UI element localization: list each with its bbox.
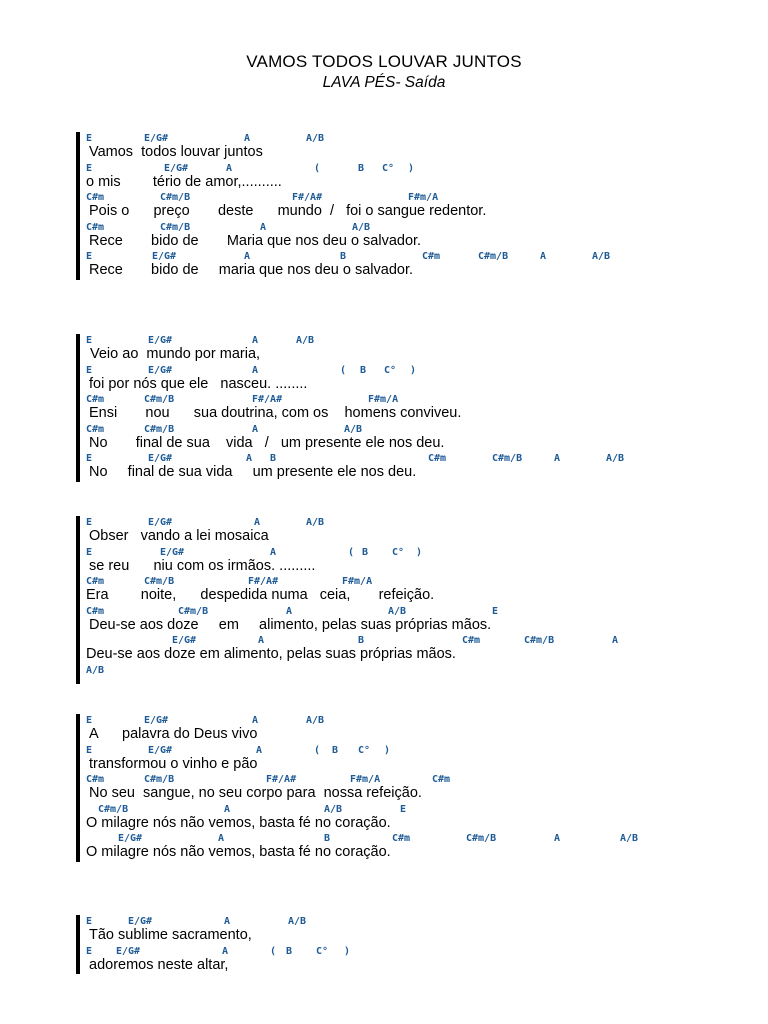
chord-label: ) xyxy=(416,546,423,558)
song-title: VAMOS TODOS LOUVAR JUNTOS xyxy=(246,52,522,71)
chord-label: ) xyxy=(384,744,391,756)
lyric-line: Obser vando a lei mosaica xyxy=(89,528,269,544)
chord-label: ( xyxy=(270,945,277,957)
chord-label: C#m/B xyxy=(144,394,175,405)
chord-label: C#m/B xyxy=(144,576,175,587)
chord-label: A xyxy=(540,251,547,262)
chord-label: C#m/B xyxy=(466,833,497,844)
chord-label: A/B xyxy=(592,251,611,262)
chord-label: B xyxy=(362,546,369,558)
chord-label: C#m xyxy=(428,453,447,464)
chord-label: A xyxy=(224,803,231,815)
line-pair xyxy=(76,516,716,546)
chord-label: E xyxy=(86,364,93,376)
chord-label: E xyxy=(86,546,93,558)
chord-label: C#m xyxy=(86,192,105,203)
chord-label: C#m/B xyxy=(178,605,209,617)
lyric-line: O milagre nós não vemos, basta fé no coração. xyxy=(86,814,391,831)
chord-label: B xyxy=(358,162,365,174)
line-pair xyxy=(76,945,716,975)
line-pair xyxy=(76,915,716,945)
chord-label: B xyxy=(332,744,339,756)
chord-label: C#m/B xyxy=(144,774,175,785)
chord-label: A/B xyxy=(388,605,407,617)
line-pair xyxy=(76,744,716,774)
chord-label: A xyxy=(244,251,251,262)
chord-label: E/G# xyxy=(144,133,169,144)
chord-label: C#m xyxy=(86,774,105,785)
chord-label: A xyxy=(286,605,293,617)
chord-label: ) xyxy=(408,162,415,174)
lyric-line: Tão sublime sacramento, xyxy=(89,927,252,943)
chord-label: A xyxy=(252,715,259,726)
chord-label: E xyxy=(400,803,407,815)
chord-label: C#m xyxy=(86,576,105,587)
chord-label: B xyxy=(270,453,277,464)
line-pair xyxy=(76,250,716,280)
chord-label: C#m xyxy=(462,635,481,646)
chord-label: C° xyxy=(384,364,397,376)
chord-label: B xyxy=(360,364,367,376)
chord-label: ( xyxy=(314,744,321,756)
chord-label: A xyxy=(252,364,259,376)
lyric-line: foi por nós que ele nasceu. ........ xyxy=(89,375,308,392)
line-pair xyxy=(76,364,716,394)
chord-label: A xyxy=(226,162,233,174)
line-pair xyxy=(76,452,716,482)
stanza xyxy=(76,714,716,862)
line-pair xyxy=(76,191,716,221)
line-pair xyxy=(76,221,716,251)
chord-label: F#/A# xyxy=(252,394,283,405)
chord-label: ( xyxy=(314,162,321,174)
lyric-line: o mis tério de amor,.......... xyxy=(86,173,282,190)
chord-label: A/B xyxy=(306,715,325,726)
chord-label: E/G# xyxy=(148,335,173,346)
chord-label: A/B xyxy=(296,335,315,346)
chord-label: C#m xyxy=(422,251,441,262)
lyric-line: Deu-se aos doze em alimento, pelas suas próprias mãos. xyxy=(89,616,492,633)
chord-label: C#m xyxy=(432,774,451,785)
chord-label: C#m/B xyxy=(160,192,191,203)
lyric-line: Ensi nou sua doutrina, com os homens conviveu. xyxy=(89,405,462,421)
lyric-line: Veio ao mundo por maria, xyxy=(90,346,261,362)
chord-label: C#m/B xyxy=(98,803,129,815)
chord-label: E xyxy=(492,605,499,617)
chord-label: E xyxy=(86,945,93,957)
chord-label: A xyxy=(254,517,261,528)
line-pair xyxy=(76,162,716,192)
lyric-line: No seu sangue, no seu corpo para nossa refeição. xyxy=(89,785,422,801)
chord-label: B xyxy=(286,945,293,957)
chord-label: C° xyxy=(382,162,395,174)
chord-label: F#m/A xyxy=(342,576,373,587)
chord-label: E xyxy=(86,162,93,174)
lyric-line: Era noite, despedida numa ceia, refeição. xyxy=(86,587,435,603)
chord-label: A xyxy=(224,916,231,927)
chord-label: A/B xyxy=(306,517,325,528)
chord-label: A xyxy=(554,453,561,464)
chord-label: E/G# xyxy=(148,517,173,528)
lyric-line: Rece bido de maria que nos deu o salvador. xyxy=(89,262,414,278)
chord-label: C#m xyxy=(86,394,105,405)
chord-label: E xyxy=(86,715,93,726)
line-pair xyxy=(76,605,716,635)
chord-label: F#m/A xyxy=(350,774,381,785)
chord-label: A xyxy=(256,744,263,756)
chord-label: C#m xyxy=(86,423,105,435)
chord-label: A xyxy=(218,833,225,844)
chord-label: E xyxy=(86,916,93,927)
chord-label: F#/A# xyxy=(292,192,323,203)
chord-label: C#m/B xyxy=(478,251,509,262)
chord-label: A/B xyxy=(352,221,371,233)
chord-label: A xyxy=(222,945,229,957)
chord-label: A/B xyxy=(620,833,639,844)
stanza xyxy=(76,132,716,280)
chord-label: ) xyxy=(344,945,351,957)
lyric-line: Deu-se aos doze em alimento, pelas suas próprias mãos. xyxy=(86,646,456,662)
chord-label: C#m xyxy=(86,605,105,617)
chord-label: A xyxy=(270,546,277,558)
chord-label: B xyxy=(340,251,347,262)
chord-label: F#m/A xyxy=(408,192,439,203)
chord-label: A/B xyxy=(606,453,625,464)
chord-label: E/G# xyxy=(128,916,153,927)
chord-label: C#m/B xyxy=(144,423,175,435)
chord-label: E/G# xyxy=(148,364,173,376)
chord-label: C° xyxy=(392,546,405,558)
chord-label: A xyxy=(260,221,267,233)
chord-label: E xyxy=(86,335,93,346)
chord-label: A/B xyxy=(288,916,307,927)
line-pair xyxy=(76,132,716,162)
lyric-line: adoremos neste altar, xyxy=(89,956,229,973)
chord-label: A xyxy=(246,453,253,464)
chord-label: F#/A# xyxy=(248,576,279,587)
chord-label: E/G# xyxy=(172,635,197,646)
lyric-line: No final de sua vida um presente ele nos deu. xyxy=(89,464,417,480)
chord-label: ) xyxy=(410,364,417,376)
chord-label: E xyxy=(86,744,93,756)
chord-label: ( xyxy=(340,364,347,376)
stanza xyxy=(76,334,716,482)
chord-label: C#m/B xyxy=(160,221,191,233)
chord-label: E/G# xyxy=(144,715,169,726)
stanza xyxy=(76,516,716,684)
chord-label: A/B xyxy=(344,423,363,435)
stanza xyxy=(76,915,716,974)
line-pair xyxy=(76,714,716,744)
chord-label: A/B xyxy=(86,664,105,676)
lyric-line: No final de sua vida / um presente ele nos deu. xyxy=(89,434,445,451)
chord-label: E/G# xyxy=(118,833,143,844)
lyric-line: O milagre nós não vemos, basta fé no coração. xyxy=(86,844,391,860)
chord-label: E/G# xyxy=(164,162,189,174)
chord-label: E xyxy=(86,133,93,144)
chord-label: A xyxy=(258,635,265,646)
line-pair xyxy=(76,393,716,423)
chord-label: C#m/B xyxy=(492,453,523,464)
chord-label: A xyxy=(554,833,561,844)
chord-label: C#m xyxy=(392,833,411,844)
song-subtitle: LAVA PÉS- Saída xyxy=(322,74,446,91)
chord-label: B xyxy=(324,833,331,844)
line-pair xyxy=(76,575,716,605)
chord-label: E/G# xyxy=(148,453,173,464)
lyric-line: Rece bido de Maria que nos deu o salvador. xyxy=(89,232,422,249)
line-pair xyxy=(76,773,716,803)
chord-label: E/G# xyxy=(148,744,173,756)
lyric-line: Pois o preço deste mundo / foi o sangue redentor. xyxy=(89,203,487,219)
line-pair xyxy=(76,664,716,684)
chord-label: A xyxy=(612,635,619,646)
chord-label: F#/A# xyxy=(266,774,297,785)
chord-label: C° xyxy=(316,945,329,957)
chord-label: E/G# xyxy=(116,945,141,957)
chord-label: C#m xyxy=(86,221,105,233)
chord-label: C° xyxy=(358,744,371,756)
chord-label: A xyxy=(252,335,259,346)
line-pair xyxy=(76,803,716,833)
chord-label: A xyxy=(252,423,259,435)
lyric-line: Vamos todos louvar juntos xyxy=(89,144,263,160)
chord-label: E/G# xyxy=(152,251,177,262)
chord-label: F#m/A xyxy=(368,394,399,405)
chord-label: A/B xyxy=(324,803,343,815)
lyric-line: se reu niu com os irmãos. ......... xyxy=(89,557,316,574)
chord-label: B xyxy=(358,635,365,646)
lyric-line: A palavra do Deus vivo xyxy=(89,726,258,742)
chord-label: C#m/B xyxy=(524,635,555,646)
line-pair xyxy=(76,423,716,453)
line-pair xyxy=(76,334,716,364)
chord-label: A xyxy=(244,133,251,144)
chord-label: ( xyxy=(348,546,355,558)
line-pair xyxy=(76,634,716,664)
chord-label: E xyxy=(86,517,93,528)
chord-label: E/G# xyxy=(160,546,185,558)
chord-label: E xyxy=(86,453,93,464)
line-pair xyxy=(76,832,716,862)
chord-row xyxy=(76,664,676,677)
line-pair xyxy=(76,546,716,576)
chord-label: E xyxy=(86,251,93,262)
chord-label: A/B xyxy=(306,133,325,144)
lyric-line: transformou o vinho e pão xyxy=(89,755,258,772)
